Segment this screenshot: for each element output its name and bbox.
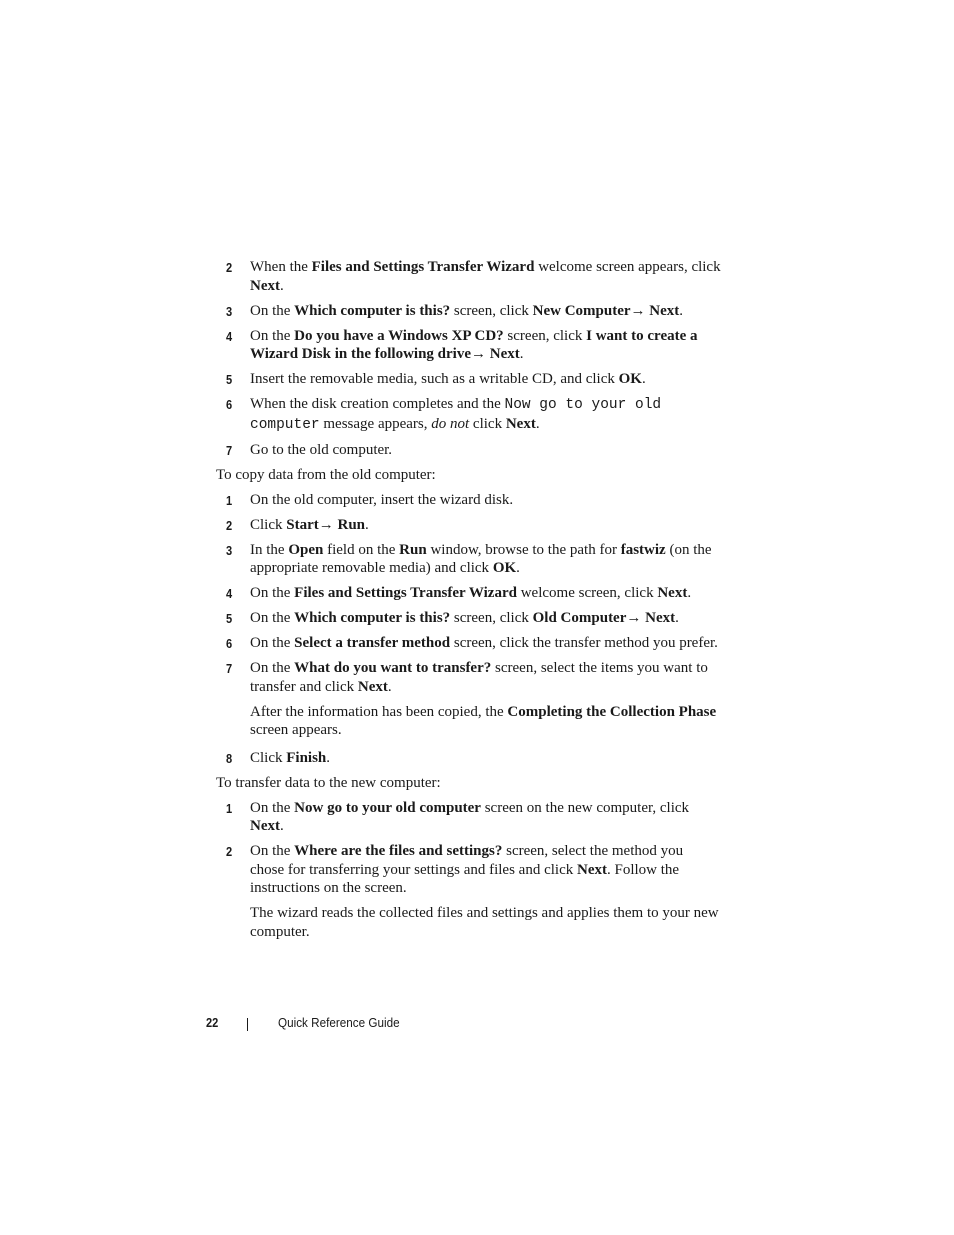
text-run: → bbox=[626, 610, 646, 626]
ui-term: Next bbox=[649, 302, 680, 319]
text-run: screen, click bbox=[450, 610, 533, 626]
step-number: 5 bbox=[226, 372, 233, 387]
list-item bbox=[216, 749, 721, 768]
text-run: welcome screen appears, click bbox=[534, 259, 721, 275]
list-copy-old-computer bbox=[216, 491, 721, 768]
ui-term: Next bbox=[357, 678, 388, 695]
ui-term: OK bbox=[618, 371, 642, 387]
text-run: screen, click bbox=[503, 327, 587, 344]
text-run: screen, click bbox=[450, 302, 533, 319]
step-number: 4 bbox=[226, 328, 233, 344]
ui-term: Select a transfer method bbox=[294, 635, 451, 651]
step-number: 4 bbox=[226, 586, 233, 601]
ui-term: Start bbox=[286, 516, 319, 533]
text-run: screen, select the method you chose for transferring your settings and files and click bbox=[250, 843, 684, 878]
step-text bbox=[250, 395, 721, 434]
list-item bbox=[216, 395, 721, 434]
ui-term: Next bbox=[645, 610, 676, 626]
step-number: 5 bbox=[226, 611, 233, 626]
ui-term: Which computer is this? bbox=[294, 302, 451, 319]
page-number: 22 bbox=[206, 1015, 219, 1030]
text-run: . bbox=[280, 818, 284, 834]
step-number: 6 bbox=[226, 636, 233, 651]
step-text bbox=[250, 491, 721, 510]
step-number: 6 bbox=[226, 397, 233, 412]
text-run: window, browse to the path for bbox=[426, 541, 621, 558]
text-run: field on the bbox=[323, 541, 400, 558]
step-text bbox=[250, 516, 721, 535]
ui-term: Completing the Collection Phase bbox=[507, 703, 717, 720]
text-run: . bbox=[675, 610, 679, 626]
ui-term: Next bbox=[657, 585, 688, 601]
footer-separator bbox=[247, 1018, 248, 1031]
list-item bbox=[216, 441, 721, 460]
text-run: Go to the old computer. bbox=[250, 441, 393, 458]
step-text bbox=[250, 842, 721, 898]
text-run: → bbox=[471, 346, 490, 362]
text-run: . bbox=[387, 678, 392, 695]
step-number: 7 bbox=[226, 661, 233, 676]
text-run: On the bbox=[250, 660, 295, 676]
text-run: welcome screen, click bbox=[516, 585, 658, 601]
list-item bbox=[216, 327, 721, 364]
step-number: 8 bbox=[226, 750, 233, 766]
text-run: screen on the new computer, click bbox=[480, 799, 690, 816]
text-run: Click bbox=[250, 749, 287, 766]
ui-term: Open bbox=[288, 541, 324, 558]
text-run: . bbox=[679, 302, 684, 319]
step-number: 2 bbox=[226, 517, 233, 533]
ui-term: OK bbox=[492, 560, 517, 576]
text-run: (on the appropriate removable media) and click bbox=[250, 541, 712, 576]
list-item bbox=[216, 541, 721, 578]
step-note bbox=[250, 703, 721, 740]
text-run: . Follow the instructions on the screen. bbox=[250, 861, 680, 896]
step-text bbox=[250, 541, 721, 578]
text-run: . bbox=[280, 277, 284, 294]
list-transfer-new-computer bbox=[216, 799, 721, 942]
text-run: . bbox=[641, 371, 646, 387]
list-item bbox=[216, 302, 721, 321]
emphasis-text: do not bbox=[431, 415, 470, 432]
text-run: In the bbox=[250, 541, 289, 558]
ui-term: Next bbox=[505, 415, 536, 432]
text-run: Insert the removable media, such as a writable CD, and click bbox=[250, 371, 619, 387]
guide-title: Quick Reference Guide bbox=[278, 1015, 400, 1030]
list-item bbox=[216, 609, 721, 628]
text-run: On the bbox=[250, 585, 295, 601]
ui-term: Next bbox=[489, 346, 520, 362]
message-text: Now go to your old computer bbox=[250, 397, 662, 433]
step-text bbox=[250, 659, 721, 696]
list-item bbox=[216, 516, 721, 535]
step-text bbox=[250, 609, 721, 628]
text-run: → bbox=[630, 302, 650, 319]
ui-term: Which computer is this? bbox=[294, 610, 451, 626]
ui-term: New Computer bbox=[532, 302, 631, 319]
text-run: On the bbox=[250, 635, 295, 651]
text-run: On the bbox=[250, 843, 295, 859]
text-run: screen, click the transfer method you prefer. bbox=[450, 635, 718, 651]
ui-term: Do you have a Windows XP CD? bbox=[294, 327, 504, 344]
text-run: . bbox=[519, 346, 524, 362]
text-run: . bbox=[535, 415, 540, 432]
text-run: . bbox=[326, 749, 331, 766]
text-run: Click bbox=[250, 516, 287, 533]
ui-term: Next bbox=[576, 861, 607, 878]
ui-term: Run bbox=[337, 516, 366, 533]
intro-transfer-data: To transfer data to the new computer: bbox=[216, 774, 441, 791]
list-item bbox=[216, 584, 721, 603]
step-number: 1 bbox=[226, 492, 233, 508]
text-run: message appears, bbox=[319, 415, 432, 432]
document-body bbox=[216, 258, 721, 950]
step-text bbox=[250, 441, 721, 460]
text-run: → bbox=[318, 516, 338, 533]
text-run: On the bbox=[250, 799, 295, 816]
ui-term: Files and Settings Transfer Wizard bbox=[294, 585, 517, 601]
ui-term: I want to create a Wizard Disk in the following drive bbox=[250, 327, 698, 362]
ui-term: Where are the files and settings? bbox=[294, 843, 503, 859]
intro-copy-data: To copy data from the old computer: bbox=[216, 466, 436, 483]
ui-term: Now go to your old computer bbox=[294, 799, 481, 816]
list-item bbox=[216, 491, 721, 510]
step-text bbox=[250, 634, 721, 653]
ui-term: Finish bbox=[286, 749, 327, 766]
step-text bbox=[250, 302, 721, 321]
list-item bbox=[216, 842, 721, 941]
step-number: 3 bbox=[226, 303, 233, 319]
text-run: . bbox=[687, 585, 692, 601]
step-number: 7 bbox=[226, 442, 233, 458]
step-number: 2 bbox=[226, 844, 233, 859]
step-number: 3 bbox=[226, 542, 233, 558]
list-item bbox=[216, 258, 721, 295]
list-item bbox=[216, 370, 721, 389]
step-text bbox=[250, 799, 721, 836]
step-text bbox=[250, 370, 721, 389]
ui-term: Next bbox=[250, 818, 280, 834]
step-text bbox=[250, 584, 721, 603]
text-run: When the disk creation completes and the bbox=[250, 396, 505, 412]
text-run: . bbox=[516, 560, 520, 576]
text-run: screen appears. bbox=[250, 722, 342, 738]
text-run: . bbox=[365, 516, 369, 533]
ui-term: Old Computer bbox=[532, 610, 627, 626]
ui-term: Next bbox=[250, 277, 280, 294]
text-run: The wizard reads the collected files and settings and applies them to your new computer. bbox=[250, 905, 719, 940]
list-wizard-disk bbox=[216, 258, 721, 459]
list-item bbox=[216, 634, 721, 653]
list-item bbox=[216, 659, 721, 740]
list-item bbox=[216, 799, 721, 836]
step-number: 1 bbox=[226, 800, 233, 816]
text-run: On the bbox=[250, 610, 295, 626]
ui-term: Run bbox=[399, 541, 427, 558]
text-run: After the information has been copied, the bbox=[250, 703, 508, 720]
ui-term: fastwiz bbox=[620, 541, 666, 558]
ui-term: What do you want to transfer? bbox=[294, 660, 492, 676]
text-run: On the old computer, insert the wizard disk. bbox=[250, 491, 514, 508]
step-text bbox=[250, 258, 721, 295]
step-text bbox=[250, 749, 721, 768]
text-run: screen, select the items you want to transfer and click bbox=[250, 660, 708, 695]
text-run: click bbox=[469, 415, 506, 432]
step-number: 2 bbox=[226, 260, 233, 275]
ui-term: Files and Settings Transfer Wizard bbox=[311, 259, 535, 275]
text-run: On the bbox=[250, 327, 295, 344]
step-note bbox=[250, 904, 721, 941]
step-text bbox=[250, 327, 721, 364]
text-run: When the bbox=[250, 259, 312, 275]
text-run: On the bbox=[250, 302, 295, 319]
